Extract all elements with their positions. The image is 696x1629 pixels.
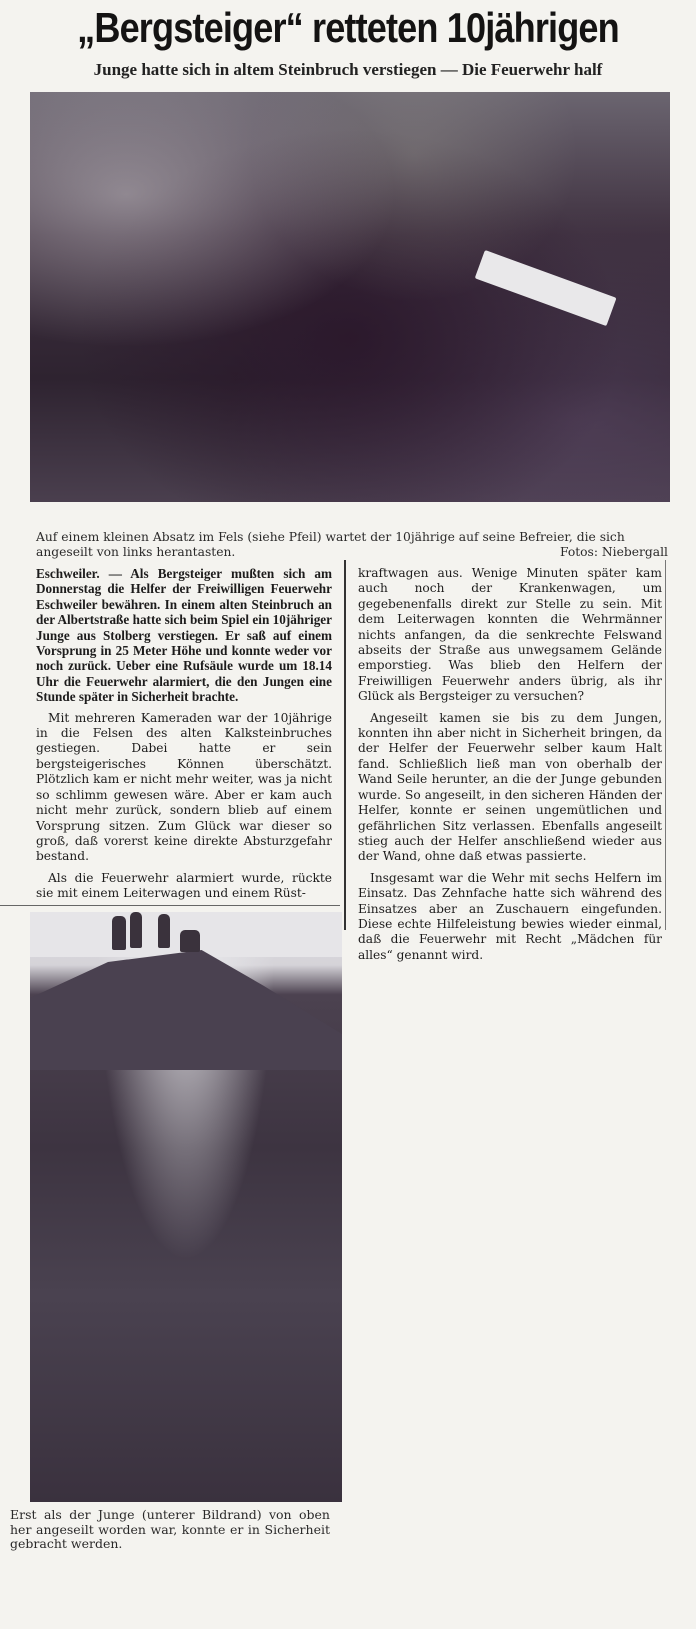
column-divider xyxy=(344,560,346,930)
column-border xyxy=(665,560,666,930)
arrow-marker xyxy=(475,250,617,326)
paragraph: Mit mehreren Kameraden war der 10jährige in die Felsen des alten Kalksteinbruches gestiegen. Dabei hatte er sein bergsteigerisches Können überschätzt. Plötzlich kam er nicht mehr weiter, was ja nicht so schlimm gewesen wäre. Aber er kam auch nicht mehr zurück, sondern blieb auf einem Vorsprung sitzen. Zum Glück war dieser so groß, daß vorerst keine direkte Absturzgefahr bestand. xyxy=(36,710,332,864)
rock-summit xyxy=(30,950,342,1070)
photo1-caption: Auf einem kleinen Absatz im Fels (siehe Pfeil) wartet der 10jährige auf seine Befreier, die sich angeseilt von links herantasten. xyxy=(36,530,625,559)
quarry-photo xyxy=(30,92,670,502)
paragraph: kraftwagen aus. Wenige Minuten später kam auch noch der Krankenwagen, um gegebenenfalls direkt zur Stelle zu sein. Mit dem Leiterwagen konnten die Wehrmänner nichts anfangen, da die senkrechte Felswand abseits der Straße aus unwegsamem Gelände emporstieg. Was blieb den Helfern der Freiwilligen Feuerwehr anders übrig, als ihr Glück als Bergsteiger zu versuchen? xyxy=(358,566,662,704)
column-left xyxy=(36,566,332,908)
paragraph: Als die Feuerwehr alarmiert wurde, rückte sie mit einem Leiterwagen und einem Rüst- xyxy=(36,870,332,901)
column-right xyxy=(358,566,662,969)
person-figure xyxy=(158,914,170,948)
paragraph: Insgesamt war die Wehr mit sechs Helfern im Einsatz. Das Zehnfache hatte sich während des Einsatzes aber an Zuschauern eingefunden. Diese echte Hilfeleistung bewies wieder einmal, daß die Feuerwehr mit Recht „Mädchen für alles“ genannt wird. xyxy=(358,870,662,962)
lead-paragraph: Eschweiler. — Als Bergsteiger mußten sich am Donnerstag die Helfer der Freiwilligen Feuerwehr Eschweiler bewähren. In einem alten Steinbruch an der Albertstraße hatte sich beim Spiel ein 10jähriger Junge aus Stolberg verstiegen. Er saß auf einem Vorsprung in 25 Meter Höhe und konnte weder vor noch zurück. Ueber eine Rufsäule wurde um 18.14 Uhr die Feuerwehr alarmiert, die den Jungen eine Stunde später in Sicherheit brachte. xyxy=(36,566,332,705)
photo1-caption-block xyxy=(36,530,668,560)
person-figure xyxy=(112,916,126,950)
subheadline: Junge hatte sich in altem Steinbruch verstiegen — Die Feuerwehr half xyxy=(93,60,603,79)
photo-credit: Fotos: Niebergall xyxy=(559,545,668,559)
rescuers-photo xyxy=(30,912,342,1502)
person-figure xyxy=(130,912,142,948)
section-divider xyxy=(0,905,340,906)
person-figure xyxy=(180,930,200,952)
headline: „Bergsteiger“ retteten 10jährigen xyxy=(77,4,619,51)
paragraph: Angeseilt kamen sie bis zu dem Jungen, konnten ihn aber nicht in Sicherheit bringen, da der Helfer der Feuerwehr selber kaum Halt fand. Schließlich ließ man von oberhalb der Wand Seile herunter, an die der Junge gebunden wurde. So angeseilt, in den sicheren Händen der Helfer, konnte er seinen ungemütlichen und gefährlichen Sitz verlassen. Ebenfalls angeseilt stieg auch der Helfer anschließend wieder aus der Wand, ohne daß etwas passierte. xyxy=(358,710,662,864)
photo2-caption: Erst als der Junge (unterer Bildrand) von oben her angeseilt worden war, konnte er in Sicherheit gebracht werden. xyxy=(10,1507,330,1551)
